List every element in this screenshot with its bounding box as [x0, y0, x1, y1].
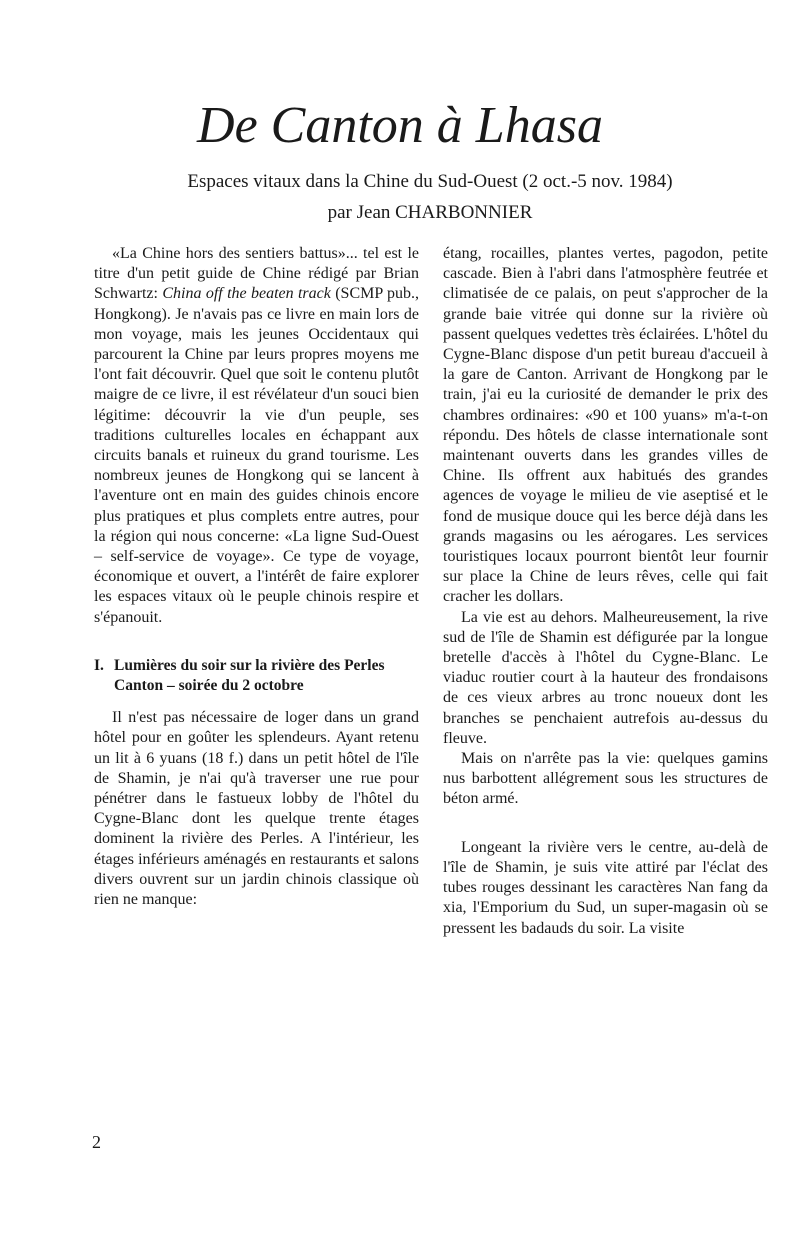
section-heading	[94, 656, 419, 696]
article-byline: par Jean CHARBONNIER	[327, 202, 533, 223]
article-title: De Canton à Lhasa	[197, 97, 603, 154]
paragraph-garden: étang, rocailles, plantes vertes, pagodon, petite cascade. Bien à l'abri dans l'atmosphère feutrée et climatisée de ce palais, on peut s'approcher de la grande baie vitrée qui donne sur la rivière où passent quelques vedettes très éclairées. L'hôtel du Cygne-Blanc dispose d'un petit bureau d'accueil à la gare de Canton. Arrivant de Hongkong par le train, j'ai eu la curiosité de demander le prix des chambres ordinaires: «90 et 100 yuans» m'a-t-on répondu. Des hôtels de classe internationale sont maintenant ouverts dans les grandes villes de Chine. Ils offrent aux habitués des grandes agences de voyage le milieu de vie aseptisé et le fond de musique douce qui les berce déjà dans les grands magasins ou les aérogares. Les services touristiques locaux pourront bientôt leur fournir sur place la Chine de leurs rêves, celle qui fait cracher les dollars.	[443, 245, 768, 606]
page-number: 2	[92, 1132, 101, 1152]
section-title: Lumières du soir sur la rivière des Perles Canton – soirée du 2 octobre	[114, 656, 385, 695]
book-title: China off the beaten track	[162, 285, 331, 303]
paragraph-emporium: Longeant la rivière vers le centre, au-delà de l'île de Shamin, je suis vite attiré par l'éclat des tubes rouges dessinant les caractères Nan fang da xia, l'Emporium du Sud, un super-magasin où se pressent les badauds du soir. La visite	[443, 838, 768, 937]
section-number: I.	[94, 656, 104, 674]
paragraph-intro	[94, 244, 419, 628]
paragraph-kids: Mais on n'arrête pas la vie: quelques gamins nus barbottent allégrement sous les structures de béton armé.	[443, 750, 768, 808]
right-column	[443, 244, 768, 939]
article-subtitle: Espaces vitaux dans la Chine du Sud-Ouest (2 oct.-5 nov. 1984)	[187, 171, 673, 192]
intro-text-start: «La Chine hors des sentiers battus»... tel est le titre d'un petit guide de Chine rédigé par Brian Schwartz:	[94, 245, 419, 303]
paragraph-outside: La vie est au dehors. Malheureusement, la rive sud de l'île de Shamin est défigurée par la longue bretelle d'accès à l'hôtel du Cygne-Blanc. Le viaduc routier court à la hauteur des frondaisons de ces vieux arbres au tronc noueux dont les branches se penchaient autrefois au-dessus du fleuve.	[443, 608, 768, 747]
left-column	[94, 244, 419, 910]
paragraph-hotel: Il n'est pas nécessaire de loger dans un grand hôtel pour en goûter les splendeurs. Ayant retenu un lit à 6 yuans (18 f.) dans un petit hôtel de l'île de Shamin, je n'ai qu'à traverser une rue pour pénétrer dans le fastueux lobby de l'hôtel du Cygne-Blanc dont les quelque trente étages dominent la rivière des Perles. A l'intérieur, les étages inférieurs aménagés en restaurants et salons divers ouvrent sur un jardin chinois classique où rien ne manque:	[94, 709, 419, 909]
intro-text-end: (SCMP pub., Hongkong). Je n'avais pas ce livre en main lors de mon voyage, mais les jeunes Occidentaux qui parcourent la Chine par leurs propres moyens me l'ont fait découvrir. Quel que soit le contenu plutôt maigre de ce livre, il est révélateur d'un souci bien légitime: découvrir la vie d'un peuple, ses traditions culturelles locales en échappant aux circuits banals et ruineux du grand tourisme. Les nombreux jeunes de Hongkong qui se lancent à l'aventure ont en main des guides chinois encore plus pratiques et plus complets entre autres, pour la région qui nous concerne: «La ligne Sud-Ouest – self-service de voyage». Ce type de voyage, économique et ouvert, a l'intérêt de faire explorer les espaces vitaux où le peuple chinois respire et s'épanouit.	[94, 285, 420, 626]
